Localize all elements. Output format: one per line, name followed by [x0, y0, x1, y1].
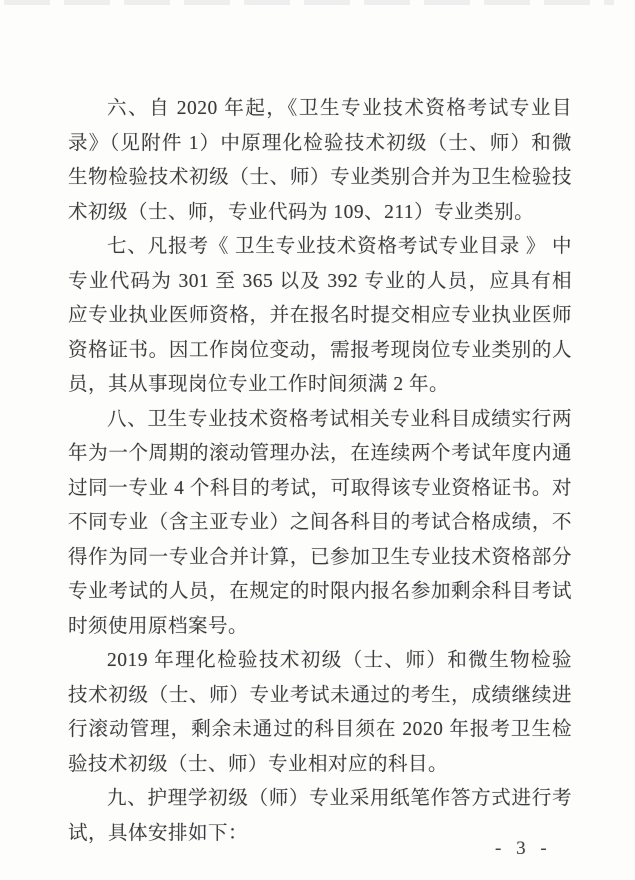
paragraph-6: 六、自 2020 年起，《卫生专业技术资格考试专业目录》（见附件 1）中原理化检验技术初级（士、师）和微生物检验技术初级（士、师）专业类别合并为卫生检验技术初级（士、师，专业代码为 109、211）专业类别。: [68, 98, 572, 223]
document-body: [68, 92, 572, 851]
scan-artifact-top-edge: [4, 0, 614, 5]
page-number: - 3 -: [495, 838, 552, 859]
paragraph-8: 八、卫生专业技术资格考试相关专业科目成绩实行两年为一个周期的滚动管理办法，在连续两个考试年度内通过同一专业 4 个科目的考试，可取得该专业资格证书。对不同专业（含主亚专业）之间各科目的考试合格成绩，不得作为同一专业合并计算，已参加卫生专业技术资格部分专业考试的人员，在规定的时限内报名参加剩余科目考试时须使用原档案号。: [68, 408, 572, 637]
paragraph-2019-note: 2019 年理化检验技术初级（士、师）和微生物检验技术初级（士、师）专业考试未通过的考生，成绩继续进行滚动管理，剩余未通过的科目须在 2020 年报考卫生检验技术初级（士、师）专业相对应的科目。: [68, 650, 572, 775]
paragraph-7: 七、凡报考《 卫生专业技术资格考试专业目录 》 中专业代码为 301 至 365 以及 392 专业的人员，应具有相应专业执业医师资格，并在报名时提交相应专业执业医师资格证书。因工作岗位变动，需报考现岗位专业类别的人员，其从事现岗位专业工作时间须满 2 年。: [68, 236, 572, 395]
paragraph-9: 九、护理学初级（师）专业采用纸笔作答方式进行考试，具体安排如下：: [68, 788, 572, 844]
